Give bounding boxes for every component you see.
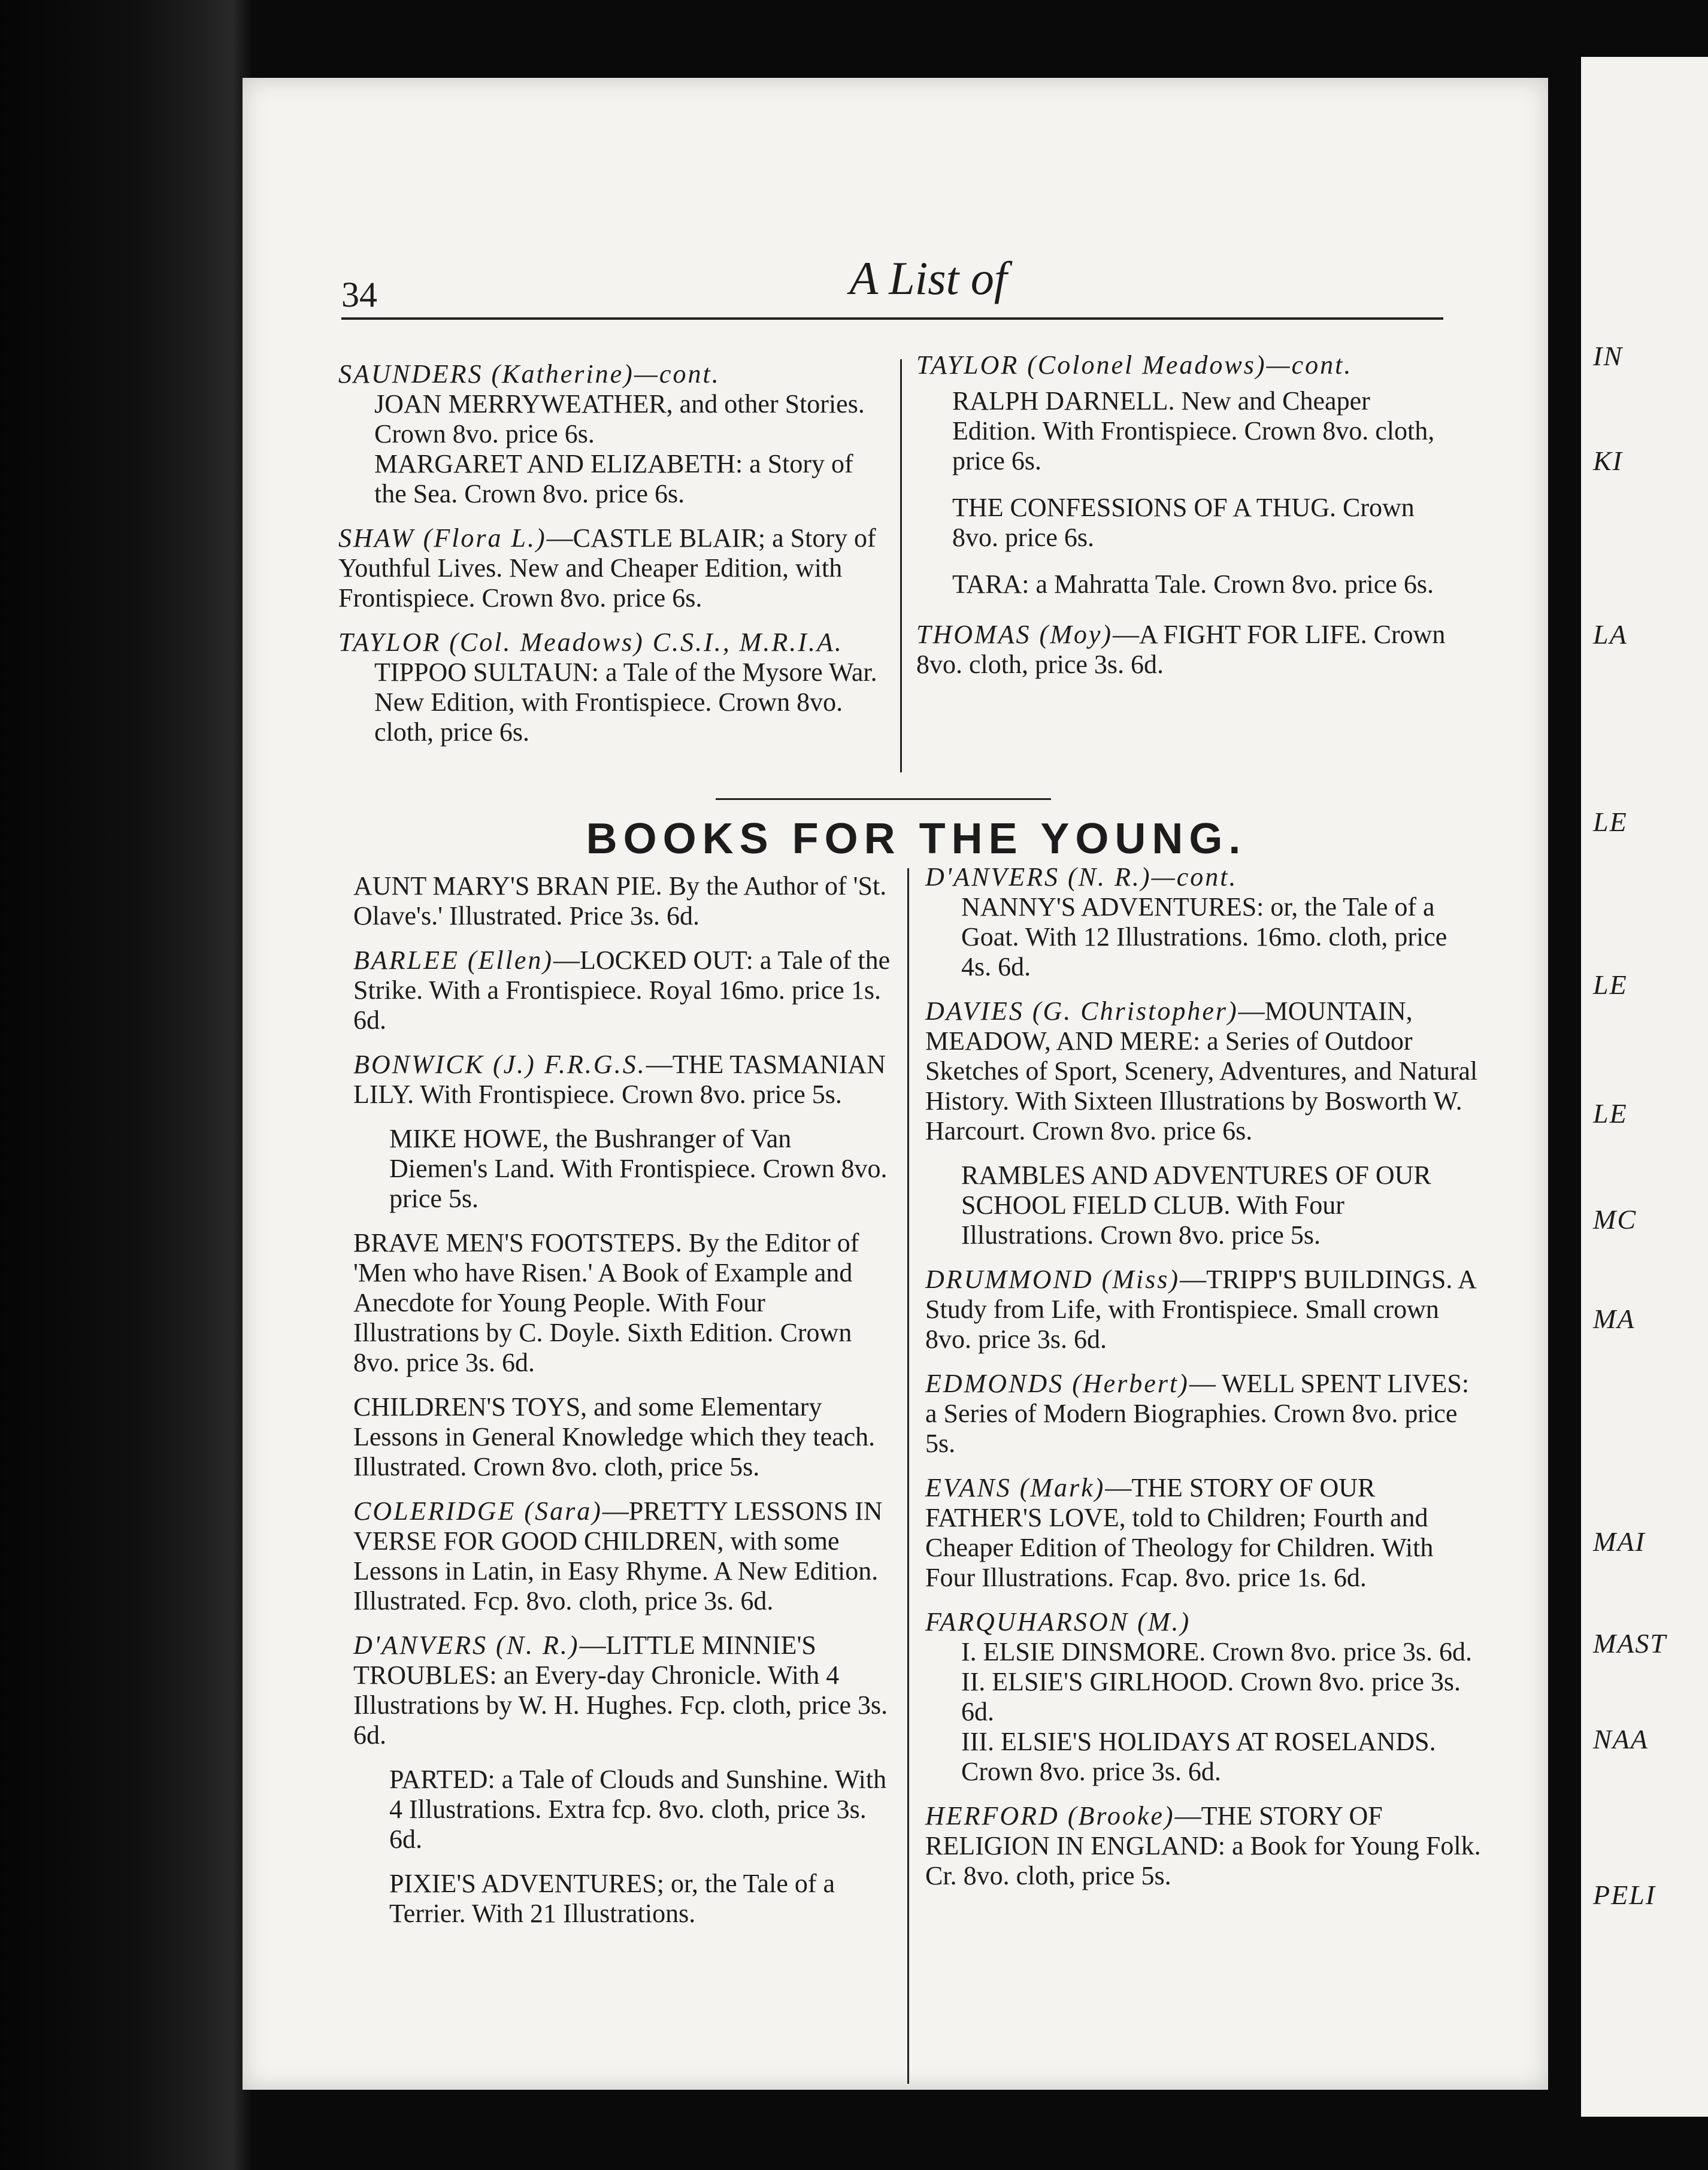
list-item: MIKE HOWE, the Bushranger of Van Diemen's Land. With Frontispiece. Crown 8vo. price 5s. [389,1124,888,1213]
entry-text: —MOUNTAIN, MEADOW, AND MERE: a Series of Outdoor Sketches of Sport, Scenery, Adventures, and Natural History. With Sixteen Illustrations by Bosworth W. Harcourt. Crown 8vo. price 6s. [925,996,1478,1145]
entry-text: —LOCKED OUT: a Tale of the Strike. With a Frontispiece. Royal 16mo. price 1s. 6d. [353,945,891,1035]
section-title: BOOKS FOR THE YOUNG. [586,815,1247,863]
list-item: PARTED: a Tale of Clouds and Sunshine. With 4 Illustrations. Extra fcp. 8vo. cloth, price 3s. 6d. [389,1765,887,1854]
list-item [925,1369,1482,1459]
list-item [353,945,895,1035]
entry-text: THE CONFESSIONS OF A THUG. Crown 8vo. price 6s. [952,493,1415,552]
entry-text: TIPPOO SULTAUN: a Tale of the Mysore War. New Edition, with Frontispiece. Crown 8vo. cloth, price 6s. [374,657,877,747]
entry-text: —THE TASMANIAN LILY. With Frontispiece. Crown 8vo. price 5s. [353,1050,886,1109]
list-item: BRAVE MEN'S FOOTSTEPS. By the Editor of 'Men who have Risen.' A Book of Example and Anecdote for Young People. With Four Illustrations by C. Doyle. Sixth Edition. Crown 8vo. price 3s. 6d. [353,1228,859,1377]
list-item [925,1607,1482,1787]
author-heading: D'ANVERS (N. R.)—cont. [925,862,1238,892]
entry-text: —THE STORY OF OUR FATHER'S LOVE, told to Children; Fourth and Cheaper Edition of Theology for Children. With Four Illustrations. Fcap. 8vo. price 1s. 6d. [925,1473,1434,1592]
list-item: RAMBLES AND ADVENTURES OF OUR SCHOOL FIELD CLUB. With Four Illustrations. Crown 8vo. price 5s. [961,1160,1431,1250]
header-rule [341,317,1443,320]
list-item [353,1630,895,1750]
entry-saunders [338,359,877,509]
entry-text: —THE STORY OF RELIGION IN ENGLAND: a Book for Young Folk. Cr. 8vo. cloth, price 5s. [925,1801,1481,1890]
next-page-fragment: LE [1593,969,1628,1000]
list-item [925,996,1482,1146]
author-heading: BARLEE (Ellen) [353,945,554,975]
entry-taylor-cont [916,350,1455,599]
page-number: 34 [341,275,377,314]
next-page-fragment: MC [1593,1204,1637,1235]
list-item [925,862,1482,982]
list-item: PIXIE'S ADVENTURES; or, the Tale of a Terrier. With 21 Illustrations. [389,1869,835,1928]
next-page-fragment: LA [1593,619,1628,650]
author-heading: DRUMMOND (Miss) [925,1265,1180,1294]
list-item [925,1801,1482,1891]
entry-text: TARA: a Mahratta Tale. Crown 8vo. price 6s. [952,569,1434,599]
author-heading: SHAW (Flora L.) [338,523,547,553]
next-page-fragment: MAST [1593,1628,1667,1659]
author-heading: DAVIES (G. Christopher) [925,996,1238,1026]
author-heading: BONWICK (J.) F.R.G.S. [353,1050,646,1079]
list-item [353,1050,895,1110]
entry-text: —LITTLE MINNIE'S TROUBLES: an Every-day Chronicle. With 4 Illustrations by W. H. Hughes. Fcp. cloth, price 3s. 6d. [353,1630,888,1750]
list-item: AUNT MARY'S BRAN PIE. By the Author of 'St. Olave's.' Illustrated. Price 3s. 6d. [353,871,887,931]
list-item [353,1496,895,1616]
next-page-fragment: MA [1593,1304,1636,1334]
next-page-fragment: KI [1593,445,1623,476]
entry-text: II. ELSIE'S GIRLHOOD. Crown 8vo. price 3s. 6d. [961,1667,1461,1726]
next-page-fragment: PELI [1593,1880,1656,1910]
author-heading: HERFORD (Brooke) [925,1801,1175,1830]
entry-text: MARGARET AND ELIZABETH: a Story of the Sea. Crown 8vo. price 6s. [374,449,853,508]
column-divider [900,359,902,772]
list-item [925,1473,1482,1593]
bottom-right-column [925,862,1482,1905]
next-page-fragment: MAI [1593,1526,1646,1557]
entry-shaw [338,523,877,613]
author-heading: D'ANVERS (N. R.) [353,1630,580,1660]
next-page-fragment: LE [1593,1098,1628,1129]
entry-text: —A FIGHT FOR LIFE. Crown 8vo. cloth, price 3s. 6d. [916,620,1446,679]
entry-text: I. ELSIE DINSMORE. Crown 8vo. price 3s. 6d. [961,1637,1473,1666]
top-right-column [916,350,1455,694]
top-left-column [338,359,877,762]
author-heading: TAYLOR (Col. Meadows) C.S.I., M.R.I.A. [338,628,843,657]
author-heading: EVANS (Mark) [925,1473,1106,1502]
entry-text: —CASTLE BLAIR; a Story of Youthful Lives. New and Cheaper Edition, with Frontispiece. Crown 8vo. price 6s. [338,523,876,613]
entry-text: JOAN MERRYWEATHER, and other Stories. Crown 8vo. price 6s. [374,389,865,448]
entry-text: —TRIPP'S BUILDINGS. A Study from Life, with Frontispiece. Small crown 8vo. price 3s. 6d. [925,1265,1476,1354]
bottom-left-column [353,871,895,1943]
next-page-fragment: IN [1593,341,1623,371]
entry-text: —PRETTY LESSONS IN VERSE FOR GOOD CHILDREN, with some Lessons in Latin, in Easy Rhyme. A New Edition. Illustrated. Fcp. 8vo. cloth, price 3s. 6d. [353,1496,883,1616]
entry-text: RALPH DARNELL. New and Cheaper Edition. With Frontispiece. Crown 8vo. cloth, price 6s. [952,386,1435,475]
book-spine [0,0,252,2170]
entry-text: — WELL SPENT LIVES: a Series of Modern Biographies. Crown 8vo. price 5s. [925,1369,1470,1458]
list-item: CHILDREN'S TOYS, and some Elementary Lessons in General Knowledge which they teach. Illustrated. Crown 8vo. cloth, price 5s. [353,1392,876,1481]
entry-taylor [338,628,877,747]
author-heading: THOMAS (Moy) [916,620,1113,649]
next-page-fragment: NAA [1593,1724,1649,1754]
list-item [925,1265,1482,1354]
author-heading: TAYLOR (Colonel Meadows)—cont. [916,350,1353,380]
author-heading: FARQUHARSON (M.) [925,1607,1191,1636]
page-title: A List of [849,252,1007,304]
entry-text: III. ELSIE'S HOLIDAYS AT ROSELANDS. Crown 8vo. price 3s. 6d. [961,1727,1436,1786]
column-divider [907,868,909,2084]
entry-thomas [916,620,1455,680]
section-rule [716,798,1051,800]
author-heading: COLERIDGE (Sara) [353,1496,602,1526]
next-page-fragment: LE [1593,807,1628,837]
author-heading: SAUNDERS (Katherine)—cont. [338,359,720,389]
author-heading: EDMONDS (Herbert) [925,1369,1189,1398]
entry-text: NANNY'S ADVENTURES: or, the Tale of a Goat. With 12 Illustrations. 16mo. cloth, price 4s. 6d. [961,892,1447,981]
